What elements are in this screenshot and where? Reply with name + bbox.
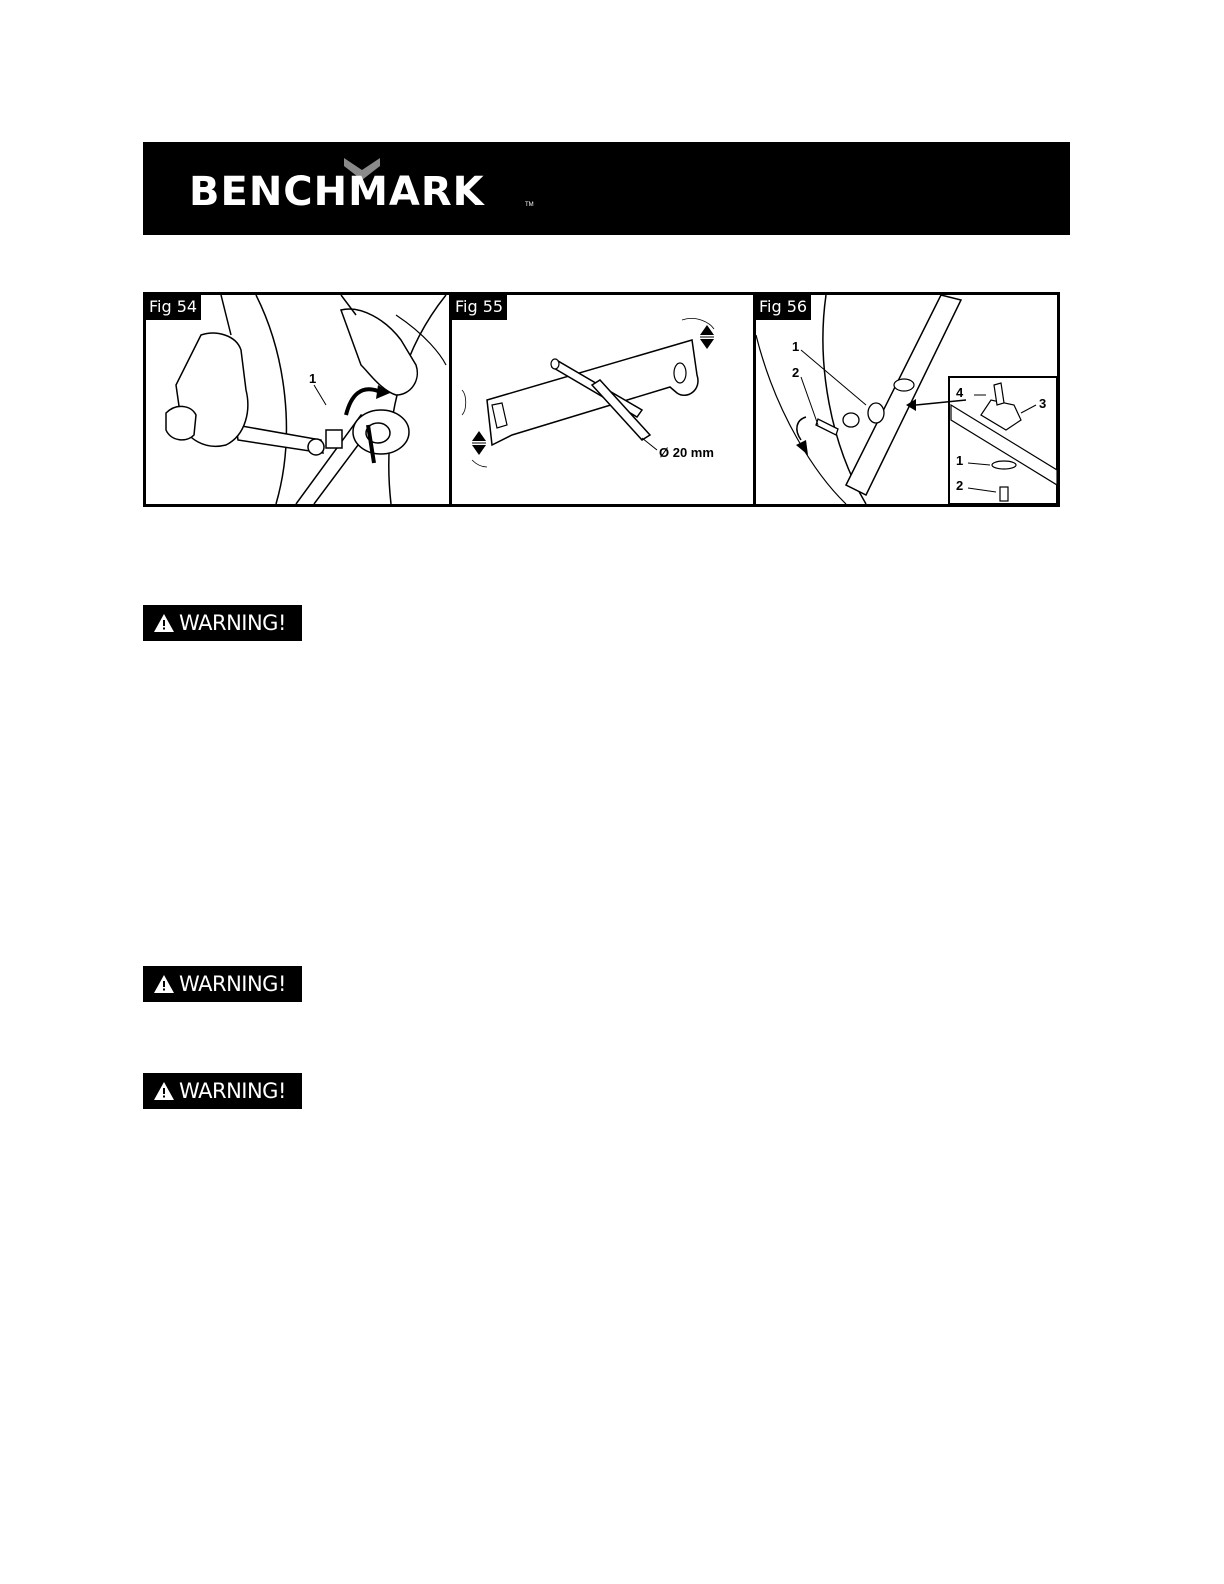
- warning-badge: [143, 1073, 302, 1109]
- figure-55: [452, 295, 753, 504]
- logo-trademark: TM: [525, 202, 534, 208]
- warning-label: WARNING!: [179, 1078, 286, 1103]
- figure-56-inset-callout-4: 4: [956, 385, 964, 400]
- figure-56: [756, 295, 1057, 504]
- header-bar: [143, 142, 1070, 235]
- logo-wordmark: BENCHMARK: [189, 169, 485, 215]
- figure-54-label: Fig 54: [146, 295, 201, 320]
- figure-56-label: Fig 56: [756, 295, 811, 320]
- figure-56-illustration: [756, 295, 1057, 504]
- warning-label: WARNING!: [179, 610, 286, 635]
- warning-triangle-icon: [154, 614, 174, 632]
- benchmark-logo: [189, 158, 534, 228]
- figure-strip: [143, 292, 1060, 507]
- figure-55-dimension: Ø 20 mm: [659, 445, 714, 460]
- figure-56-inset-callout-3: 3: [1039, 396, 1047, 411]
- warning-triangle-icon: [154, 975, 174, 993]
- warning-label: WARNING!: [179, 971, 286, 996]
- figure-55-illustration: [452, 295, 753, 504]
- warning-triangle-icon: [154, 1082, 174, 1100]
- warning-badge: [143, 966, 302, 1002]
- figure-56-callout-1: 1: [792, 339, 800, 354]
- figure-55-label: Fig 55: [452, 295, 507, 320]
- warning-badge: [143, 605, 302, 641]
- figure-56-inset-callout-1: 1: [956, 453, 964, 468]
- figure-56-callout-2: 2: [792, 365, 800, 380]
- figure-56-inset-callout-2: 2: [956, 478, 964, 493]
- figure-54-illustration: [146, 295, 449, 504]
- figure-54: [146, 295, 449, 504]
- figure-54-callout-1: 1: [309, 371, 317, 386]
